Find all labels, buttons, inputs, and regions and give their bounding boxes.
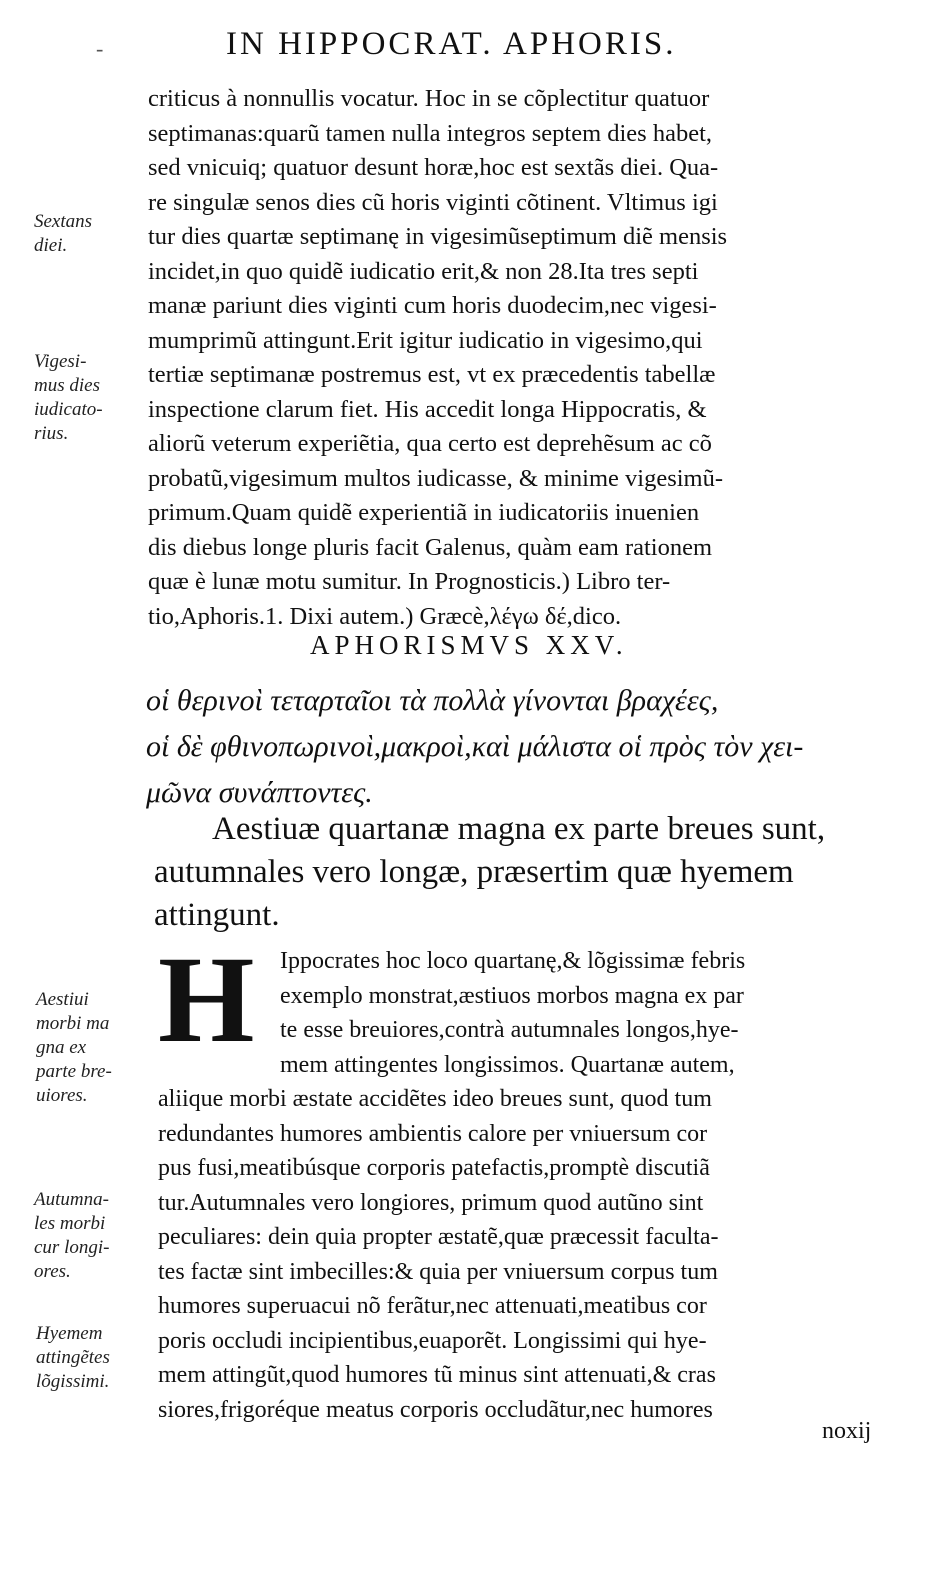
margin-line: attingẽtes [36, 1347, 110, 1368]
aphorism-title: APHORISMVS XXV. [310, 630, 628, 660]
text-line: mem attingentes longissimos. Quartanæ autem, [280, 1051, 735, 1078]
text-line: te esse breuiores,contrà autumnales longos,hye- [280, 1017, 739, 1043]
margin-line: iudicato- [34, 399, 103, 420]
latin-aphorism-line: autumnales vero longæ, præsertim quæ hyemem [154, 854, 794, 890]
text-line: siores,frigoréque meatus corporis occludãtur,nec humores [158, 1396, 713, 1423]
margin-note-vigesimus [34, 350, 103, 446]
text-line: septimanas:quarũ tamen nulla integros septem dies habet, [148, 119, 713, 147]
greek-line: μῶνα συνάπτοντες. [146, 776, 373, 809]
margin-line: ores. [34, 1261, 71, 1282]
text-line: primum.Quam quidẽ experientiã in iudicatoriis inuenien [148, 499, 700, 526]
text-line: dis diebus longe pluris facit Galenus, quàm eam rationem [148, 533, 713, 561]
margin-line: Aestiui [36, 989, 89, 1010]
text-line: manæ pariunt dies viginti cum horis duodecim,nec vigesi- [148, 292, 717, 319]
text-line: poris occludi incipientibus,euaporẽt. Longissimi qui hye- [158, 1327, 707, 1354]
text-line: tertiæ septimanæ postremus est, vt ex præcedentis tabellæ [148, 361, 716, 388]
text-line: sed vnicuiq; quatuor desunt horæ,hoc est sextãs diei. Qua- [148, 154, 719, 181]
greek-line: οἱ δὲ φθινοπωρινοὶ,μακροὶ,καὶ μάλιστα οἱ πρὸς τὸν χει- [146, 730, 804, 763]
margin-line: Vigesi- [34, 351, 87, 372]
margin-line: parte bre- [36, 1061, 112, 1082]
latin-aphorism [154, 808, 894, 937]
catchword: noxij [822, 1418, 872, 1444]
text-line: redundantes humores ambientis calore per vniuersum cor [158, 1120, 708, 1147]
text-line: incidet,in quo quidẽ iudicatio erit,& non 28.Ita tres septi [148, 257, 699, 285]
commentary-beside-cap [280, 944, 892, 1082]
margin-line: rius. [34, 423, 69, 444]
margin-note-sextans [34, 210, 92, 258]
margin-line: gna ex [36, 1037, 87, 1058]
text-line: tur dies quartæ septimanę in vigesimũseptimum diẽ mensis [148, 223, 728, 250]
text-line: probatũ,vigesimum multos iudicasse, & minime vigesimũ- [148, 464, 724, 492]
text-line: Ippocrates hoc loco quartanę,& lõgissimæ febris [280, 948, 746, 974]
text-line: aliorũ veterum experiẽtia, qua certo est deprehẽsum ac cõ [148, 430, 712, 457]
text-line: peculiares: dein quia propter æstatẽ,quæ præcessit faculta- [158, 1224, 719, 1250]
margin-note-aestiui [36, 988, 112, 1108]
text-line: inspectione clarum fiet. His accedit longa Hippocratis, & [148, 395, 707, 423]
margin-note-hyemem [36, 1322, 110, 1394]
text-line: tur.Autumnales vero longiores, primum quod autũno sint [158, 1189, 704, 1216]
text-line: re singulæ senos dies cũ horis viginti cõtinent. Vltimus igi [148, 188, 718, 216]
margin-line: Sextans [34, 211, 93, 232]
margin-note-autumnales [34, 1188, 109, 1284]
latin-aphorism-line: attingunt. [154, 897, 280, 933]
margin-line: Hyemem [36, 1323, 103, 1344]
margin-line: les morbi [34, 1213, 106, 1234]
text-line: tes factæ sint imbecilles:& quia per vniuersum corpus tum [158, 1258, 718, 1285]
text-line: pus fusi,meatibúsque corporis patefactis,promptè discutiã [158, 1155, 710, 1181]
paragraph-criticus [148, 82, 888, 634]
commentary-body [158, 1082, 892, 1427]
text-line: mumprimũ attingunt.Erit igitur iudicatio in vigesimo,qui [148, 326, 703, 354]
text-line: mem attingũt,quod humores tũ minus sint attenuati,& cras [158, 1362, 716, 1388]
text-line: quæ è lunæ motu sumitur. In Prognosticis.) Libro ter- [148, 568, 671, 595]
latin-aphorism-line: Aestiuæ quartanæ magna ex parte breues sunt, [212, 811, 826, 847]
margin-line: morbi ma [36, 1013, 110, 1034]
margin-line: mus dies [34, 375, 100, 396]
margin-line: Autumna- [34, 1189, 109, 1210]
margin-line: diei. [34, 235, 68, 256]
corner-dash: - [96, 36, 104, 61]
margin-line: uiores. [36, 1085, 88, 1106]
greek-line: οἱ θερινοὶ τεταρταῖοι τὰ πολλὰ γίνονται βραχέες, [146, 684, 719, 717]
margin-line: cur longi- [34, 1237, 110, 1258]
text-line: tio,Aphoris.1. Dixi autem.) Græcè,λέγω δέ,dico. [148, 602, 622, 630]
running-header: IN HIPPOCRAT. APHORIS. [226, 26, 677, 62]
margin-line: lõgissimi. [36, 1371, 110, 1392]
greek-aphorism [146, 678, 896, 816]
text-line: criticus à nonnullis vocatur. Hoc in se cõplectitur quatuor [148, 85, 710, 112]
text-line: aliique morbi æstate accidẽtes ideo breues sunt, quod tum [158, 1086, 712, 1112]
drop-cap: H [158, 931, 255, 1068]
text-line: humores superuacui nõ ferãtur,nec attenuati,meatibus cor [158, 1293, 707, 1319]
text-line: exemplo monstrat,æstiuos morbos magna ex par [280, 982, 744, 1009]
